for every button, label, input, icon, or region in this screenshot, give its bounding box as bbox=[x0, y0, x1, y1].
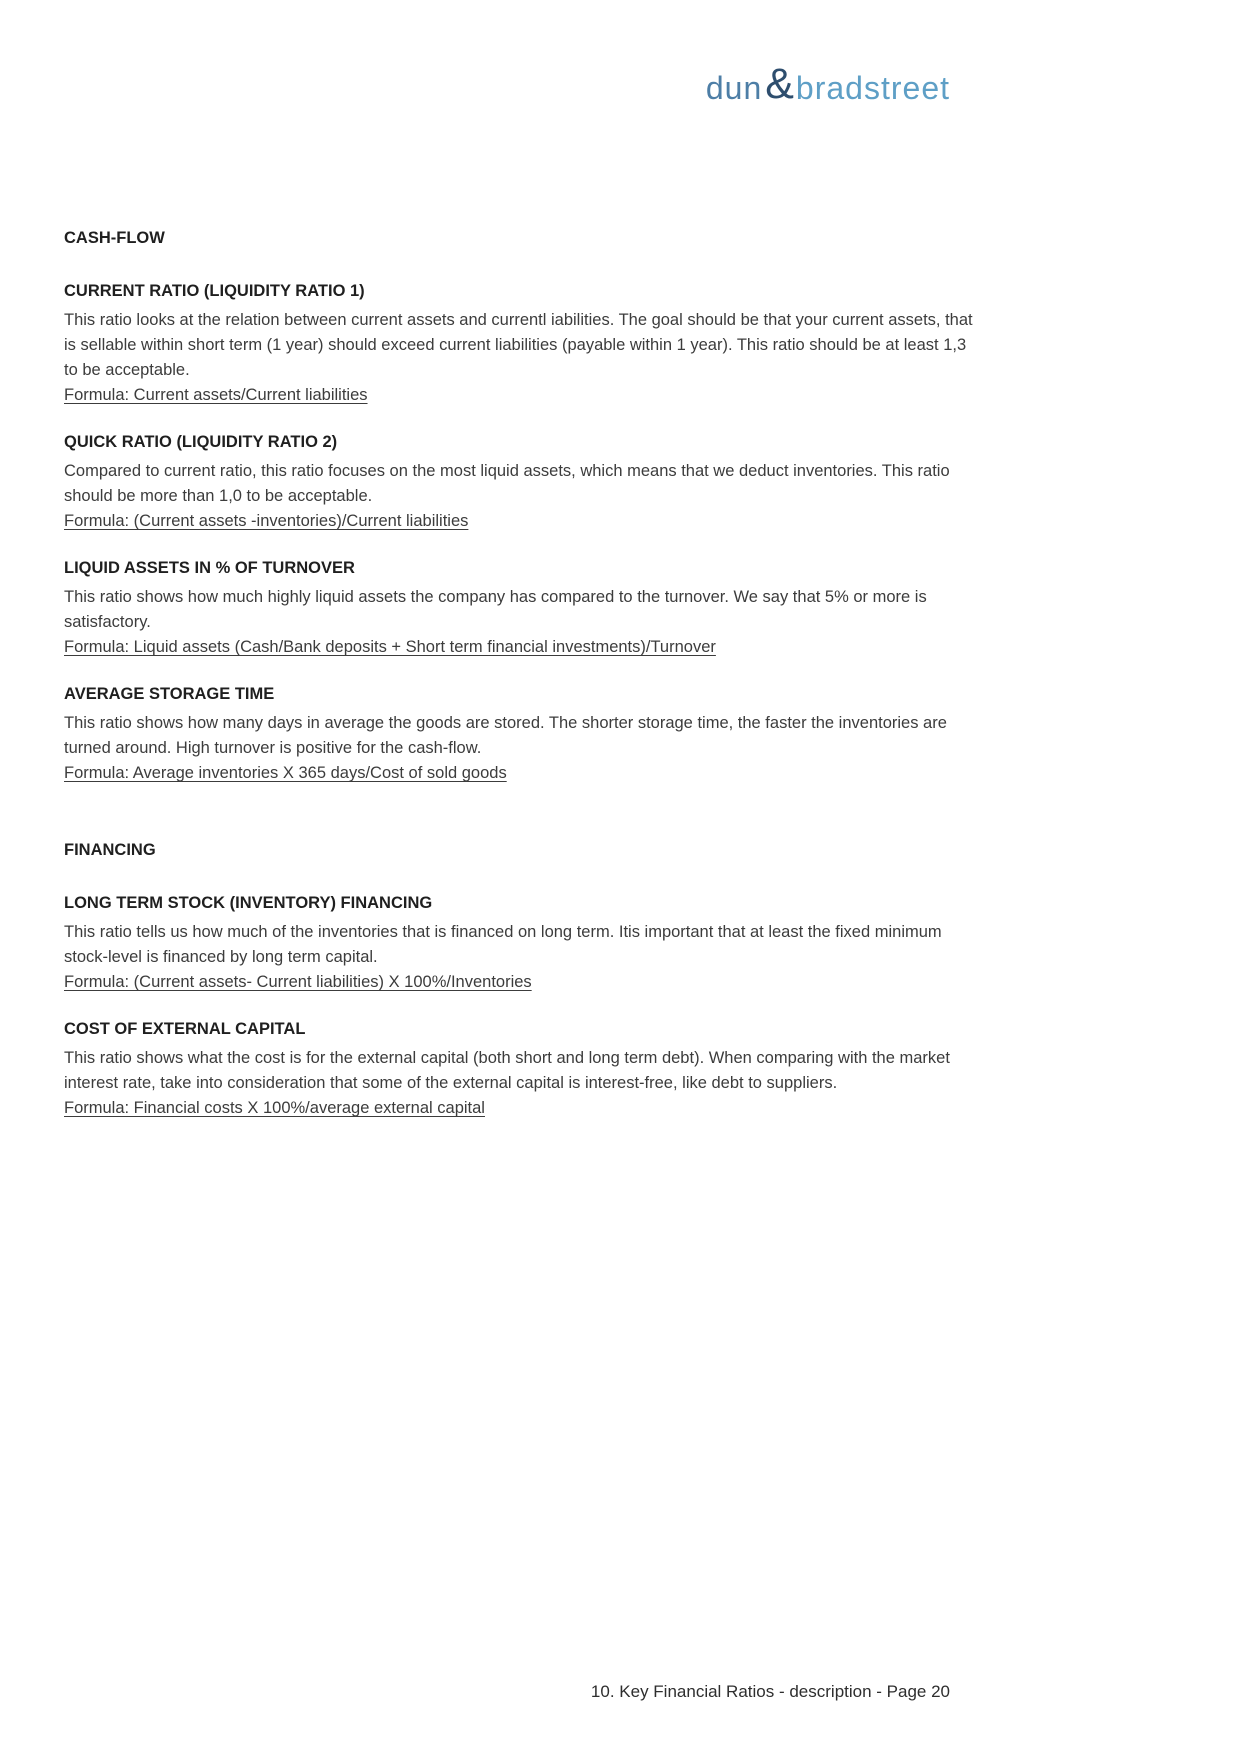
ratio-item-average-storage-time bbox=[64, 682, 980, 786]
item-formula: Formula: (Current assets- Current liabilities) X 100%/Inventories bbox=[64, 973, 532, 991]
item-formula: Formula: Average inventories X 365 days/Cost of sold goods bbox=[64, 764, 507, 782]
category-title-financing: FINANCING bbox=[64, 841, 156, 859]
logo-word-bradstreet: bradstreet bbox=[795, 69, 950, 106]
ratio-item-liquid-assets bbox=[64, 556, 980, 660]
item-formula: Formula: Financial costs X 100%/average external capital bbox=[64, 1099, 485, 1117]
page-footer: 10. Key Financial Ratios - description - Page 20 bbox=[590, 1682, 950, 1701]
item-title: LONG TERM STOCK (INVENTORY) FINANCING bbox=[64, 894, 433, 912]
ratio-item-current-ratio bbox=[64, 279, 980, 408]
item-description: This ratio looks at the relation between current assets and currentl iabilities. The goal should be that your current assets, that is sellable within short term (1 year) should exceed current liabilities (payable within 1 year). This ratio should be at least 1,3 to be acceptable. bbox=[64, 311, 973, 379]
section-cash-flow bbox=[64, 226, 980, 786]
ratio-item-quick-ratio bbox=[64, 430, 980, 534]
logo-ampersand-icon: & bbox=[765, 60, 794, 108]
ratio-item-long-term-stock-financing bbox=[64, 891, 980, 995]
item-formula: Formula: Current assets/Current liabilities bbox=[64, 386, 368, 404]
item-description: This ratio shows how many days in average the goods are stored. The shorter storage time, the faster the inventories are turned around. High turnover is positive for the cash-flow. bbox=[64, 714, 947, 757]
category-title-cash-flow: CASH-FLOW bbox=[64, 229, 165, 247]
item-title: AVERAGE STORAGE TIME bbox=[64, 685, 275, 703]
item-description: This ratio shows what the cost is for the external capital (both short and long term debt). When comparing with the market interest rate, take into consideration that some of the external capital is interest-free, like debt to suppliers. bbox=[64, 1049, 950, 1092]
dun-bradstreet-logo bbox=[705, 60, 950, 109]
page-content bbox=[64, 226, 980, 1143]
item-title: LIQUID ASSETS IN % OF TURNOVER bbox=[64, 559, 355, 577]
item-title: QUICK RATIO (LIQUIDITY RATIO 2) bbox=[64, 433, 338, 451]
item-formula: Formula: Liquid assets (Cash/Bank deposits + Short term financial investments)/Turnover bbox=[64, 638, 716, 656]
section-financing bbox=[64, 838, 980, 1121]
logo-word-dun: dun bbox=[705, 69, 763, 106]
item-description: Compared to current ratio, this ratio focuses on the most liquid assets, which means that we deduct inventories. This ratio should be more than 1,0 to be acceptable. bbox=[64, 462, 950, 505]
item-description: This ratio shows how much highly liquid assets the company has compared to the turnover. We say that 5% or more is satisfactory. bbox=[64, 588, 927, 631]
ratio-item-cost-of-external-capital bbox=[64, 1017, 980, 1121]
item-formula: Formula: (Current assets -inventories)/Current liabilities bbox=[64, 512, 469, 530]
item-title: COST OF EXTERNAL CAPITAL bbox=[64, 1020, 306, 1038]
item-description: This ratio tells us how much of the inventories that is financed on long term. Itis important that at least the fixed minimum stock-level is financed by long term capital. bbox=[64, 923, 942, 966]
item-title: CURRENT RATIO (LIQUIDITY RATIO 1) bbox=[64, 282, 365, 300]
